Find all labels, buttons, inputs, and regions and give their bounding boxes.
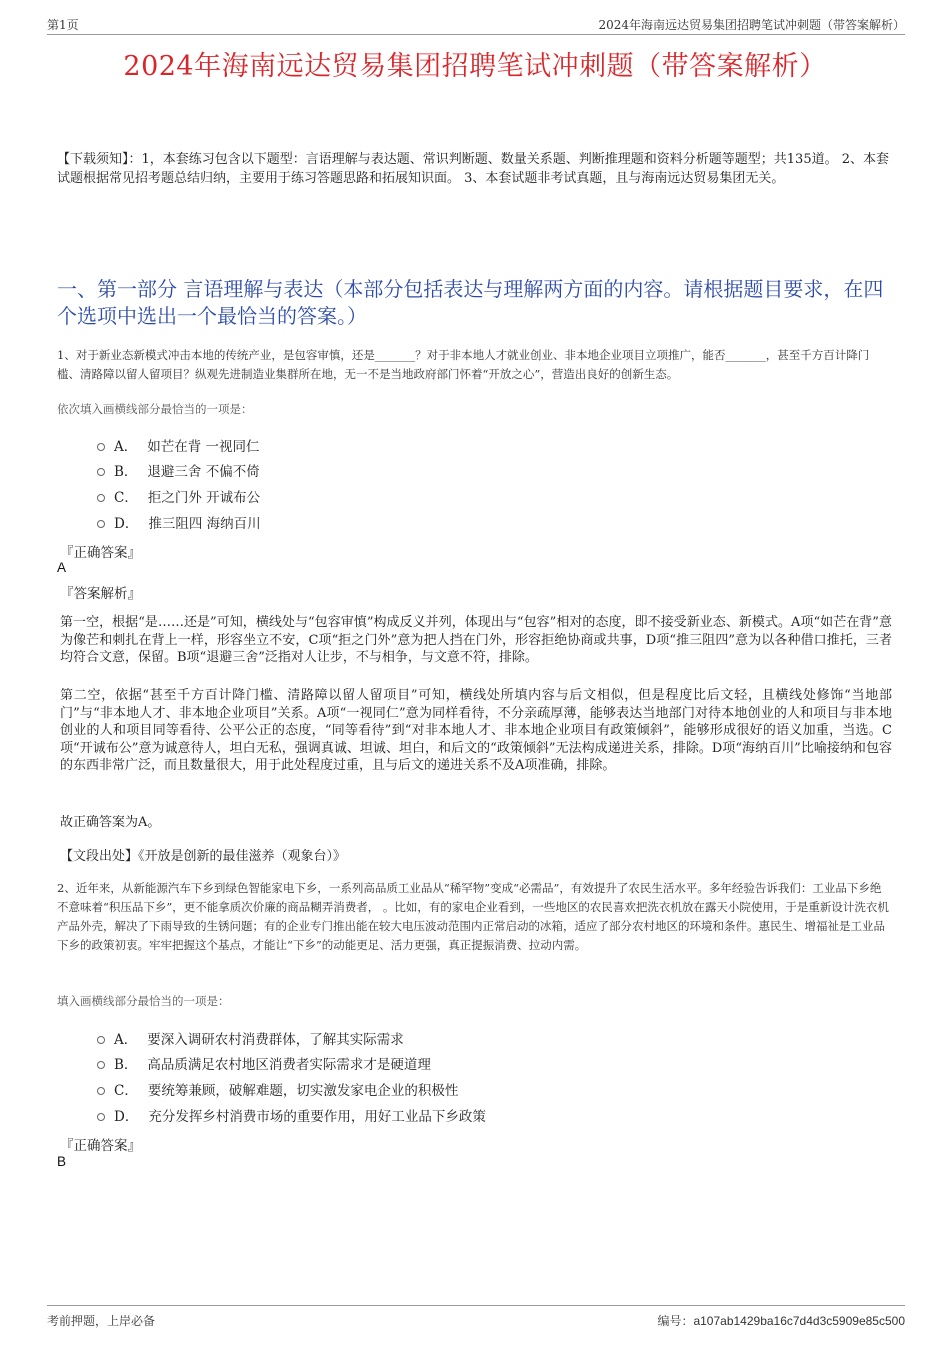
radio-icon[interactable] (97, 1087, 105, 1095)
option-text: 拒之门外 开诚布公 (147, 489, 261, 506)
footer-code (657, 1312, 905, 1329)
option-letter: C． (114, 489, 138, 506)
option-text: 高品质满足农村地区消费者实际需求才是硬道理 (147, 1057, 431, 1074)
section-heading: 一、第一部分 言语理解与表达（本部分包括表达与理解两方面的内容。请根据题目要求，在四个选项中选出一个最恰当的答案。） (57, 277, 884, 328)
option-letter: C． (114, 1082, 138, 1099)
option-b[interactable] (97, 1051, 486, 1077)
document-title: 2024年海南远达贸易集团招聘笔试冲刺题（带答案解析） (123, 51, 827, 82)
option-b[interactable] (97, 458, 261, 484)
footer-slogan: 考前押题，上岸必备 (47, 1314, 156, 1328)
option-text: 要深入调研农村消费群体，了解其实际需求 (147, 1031, 404, 1048)
answer-label: 『正确答案』 (60, 1138, 141, 1154)
question-2-stem: 2、近年来，从新能源汽车下乡到绿色智能家电下乡，一系列高品质工业品从“稀罕物”变成“必需品”，有效提升了农民生活水平。多年经验告诉我们：工业品下乡绝不意味着“积压品下乡”，更不能拿质次价廉的商品糊弄消费者， 。比如，有的家电企业看到，一些地区的农民喜欢把洗衣机放在露天小院使用，于是重新设计洗衣机产品外壳，解决了下雨导致的生锈问题；有的企业专门推出能在较大电压波动范围内正常启动的冰箱，适应了部分农村地区的环境和条件。惠民生、增福祉是工业品下乡的政策初衷。牢牢把握这个基点，才能让“下乡”的动能更足、活力更强，真正提振消费、拉动内需。 (57, 881, 889, 952)
analysis-paragraph-2: 第二空，依据“甚至千方百计降门槛、清路障以留人留项目”可知，横线处所填内容与后文相似，但是程度比后文轻，且横线处修饰“当地部门”与“非本地人才、非本地企业项目”关系。A项“一视同仁”意为同样看待，不分亲疏厚薄，能够表达当地部门对待本地创业的人和项目与非本地创业的人和项目同等看待、公平公正的态度，“同等看待”到“对非本地人才、非本地企业项目有政策倾斜”，能够形成很好的语义加重，当选。C项“开诚布公”意为诚意待人，坦白无私，强调真诚、坦诚、坦白，和后文的“政策倾斜”无法构成递进关系，排除。D项“海纳百川”比喻接纳和包容的东西非常广泛，而且数量很大，用于此处程度过重，且与后文的递进关系不及A项准确，排除。 (60, 688, 892, 773)
download-notice: 【下载须知】：1，本套练习包含以下题型：言语理解与表达题、常识判断题、数量关系题、判断推理题和资料分析题等题型；共135道。 2、本套试题根据常见招考题总结归纳，主要用于练习答题思路和拓展知识面。 3、本套试题非考试真题，且与海南远达贸易集团无关。 (57, 152, 889, 186)
question-1-instruction: 依次填入画横线部分最恰当的一项是： (57, 402, 253, 416)
radio-icon[interactable] (97, 1061, 105, 1069)
answer-value: B (57, 1154, 67, 1169)
option-a[interactable] (97, 432, 261, 458)
radio-icon[interactable] (97, 468, 105, 476)
page-number: 第1页 (47, 18, 79, 32)
option-letter: B． (114, 1057, 138, 1074)
option-c[interactable] (97, 1076, 486, 1102)
option-c[interactable] (97, 483, 261, 509)
option-letter: B． (114, 464, 138, 481)
option-a[interactable] (97, 1025, 486, 1051)
radio-icon[interactable] (97, 1113, 105, 1121)
analysis-paragraph-1: 第一空，根据“是……还是”可知，横线处与“包容审慎”构成反义并列，体现出与“包容”相对的态度，即不接受新业态、新模式。A项“如芒在背”意为像芒和刺扎在背上一样，形容坐立不安，C项“拒之门外”意为把人挡在门外，形容拒绝协商或共事，D项“推三阻四”意为以各种借口推托，三者均符合文意，保留。B项“退避三舍”泛指对人让步，不与相争，与文意不符，排除。 (60, 615, 892, 665)
option-text: 推三阻四 海纳百川 (148, 515, 261, 532)
option-letter: D． (114, 515, 139, 532)
option-text: 如芒在背 一视同仁 (147, 438, 260, 455)
source-citation: 【文段出处】《开放是创新的最佳滋养（观象台）》 (60, 849, 347, 864)
radio-icon[interactable] (97, 443, 105, 451)
option-d[interactable] (97, 1102, 486, 1128)
answer-label: 『正确答案』 (60, 545, 141, 561)
option-text: 充分发挥乡村消费市场的重要作用，用好工业品下乡政策 (148, 1108, 486, 1125)
page-header (47, 14, 905, 35)
question-1-options (97, 432, 261, 534)
option-letter: A． (114, 1031, 138, 1048)
footer-code-label: 编号： (657, 1314, 694, 1328)
question-2-options (97, 1025, 486, 1127)
header-doc-title: 2024年海南远达贸易集团招聘笔试冲刺题（带答案解析） (598, 18, 905, 32)
question-1-stem: 1、对于新业态新模式冲击本地的传统产业，是包容审慎，还是_______？对于非本地人才就业创业、非本地企业项目立项推广，能否_______，甚至千方百计降门槛、清路障以留人留项目？纵观先进制造业集群所在地，无一不是当地政府部门怀着“开放之心”，营造出良好的创新生态。 (57, 348, 870, 381)
option-text: 要统筹兼顾，破解难题，切实激发家电企业的积极性 (147, 1082, 459, 1099)
option-letter: D． (114, 1108, 139, 1125)
radio-icon[interactable] (97, 520, 105, 528)
option-letter: A． (114, 438, 138, 455)
option-d[interactable] (97, 509, 261, 535)
analysis-label: 『答案解析』 (60, 586, 141, 602)
footer-code-value: a107ab1429ba16c7d4d3c5909e85c500 (693, 1314, 905, 1328)
radio-icon[interactable] (97, 494, 105, 502)
radio-icon[interactable] (97, 1036, 105, 1044)
conclusion: 故正确答案为A。 (60, 815, 161, 830)
answer-value: A (57, 560, 67, 575)
page-footer (47, 1305, 905, 1328)
question-2-instruction: 填入画横线部分最恰当的一项是： (57, 994, 230, 1008)
option-text: 退避三舍 不偏不倚 (147, 464, 260, 481)
